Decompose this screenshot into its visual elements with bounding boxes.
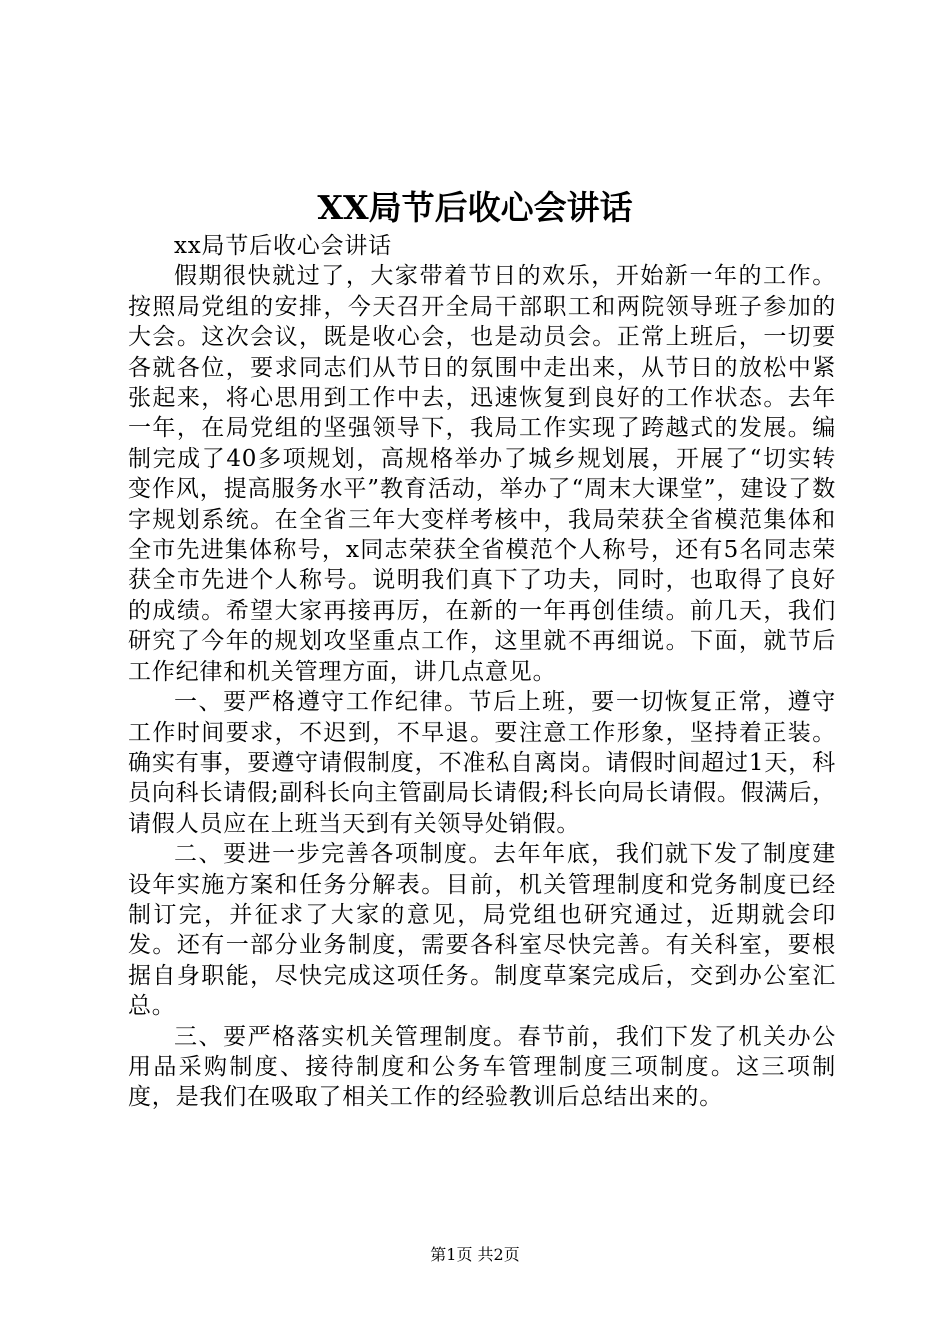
paragraph-intro: 假期很快就过了，大家带着节日的欢乐，开始新一年的工作。按照局党组的安排，今天召开全局干部职工和两院领导班子参加的大会。这次会议，既是收心会，也是动员会。正常上班后，一切要各就各位，要求同志们从节日的氛围中走出来，从节日的放松中紧张起来，将心思用到工作中去，迅速恢复到良好的工作状态。去年一年，在局党组的坚强领导下，我局工作实现了跨越式的发展。编制完成了40多项规划，高规格举办了城乡规划展，开展了“切实转变作风，提高服务水平”教育活动，举办了“周末大课堂”，建设了数字规划系统。在全省三年大变样考核中，我局荣获全省模范集体和全市先进集体称号，x同志荣获全省模范个人称号，还有5名同志荣获全市先进个人称号。说明我们真下了功夫，同时，也取得了良好的成绩。希望大家再接再厉，在新的一年再创佳绩。前几天，我们研究了今年的规划攻坚重点工作，这里就不再细说。下面，就节后工作纪律和机关管理方面，讲几点意见。 — [128, 263, 836, 685]
paragraph-point-2: 二、要进一步完善各项制度。去年年底，我们就下发了制度建设年实施方案和任务分解表。目前，机关管理制度和党务制度已经制订完，并征求了大家的意见，局党组也研究通过，近期就会印发。还有一部分业务制度，需要各科室尽快完善。有关科室，要根据自身职能，尽快完成这项任务。制度草案完成后，交到办公室汇总。 — [128, 841, 836, 1020]
paragraph-point-1: 一、要严格遵守工作纪律。节后上班，要一切恢复正常，遵守工作时间要求，不迟到，不早退。要注意工作形象，坚持着正装。确实有事，要遵守请假制度，不准私自离岗。请假时间超过1天，科员向科长请假;副科长向主管副局长请假;科长向局长请假。假满后，请假人员应在上班当天到有关领导处销假。 — [128, 689, 836, 837]
paragraph-subtitle: xx局节后收心会讲话 — [174, 233, 392, 259]
document-title: XX局节后收心会讲话 — [317, 188, 633, 227]
page-number-footer: 第1页 共2页 — [430, 1245, 520, 1264]
paragraph-point-3: 三、要严格落实机关管理制度。春节前，我们下发了机关办公用品采购制度、接待制度和公务车管理制度三项制度。这三项制度，是我们在吸取了相关工作的经验教训后总结出来的。 — [128, 1023, 836, 1111]
document-body — [128, 231, 836, 1113]
